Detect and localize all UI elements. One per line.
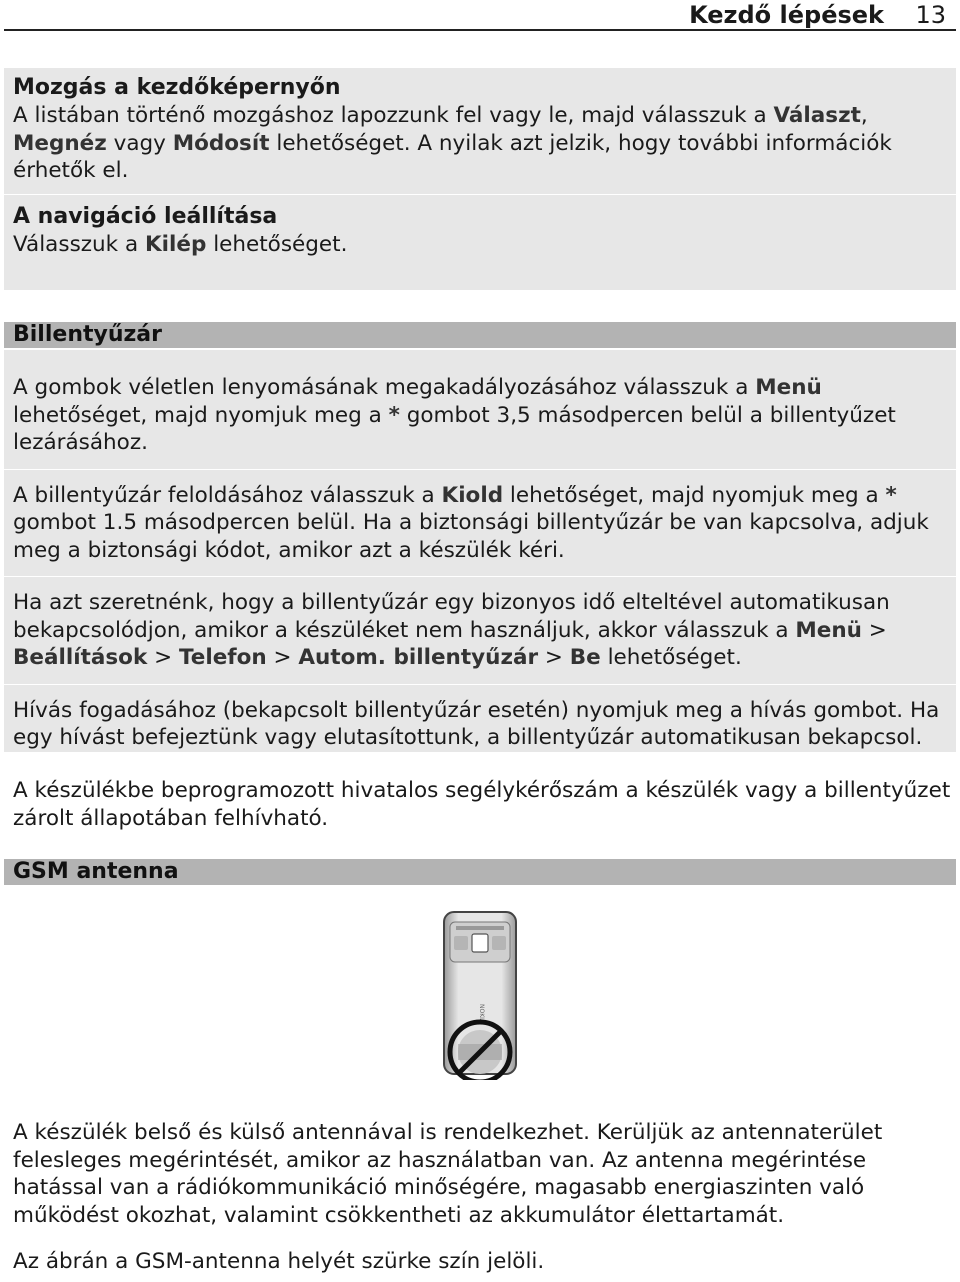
page-number: 13	[915, 1, 946, 29]
option-kilep: Kilép	[144, 231, 207, 257]
phone-brand-label: NOKIA	[478, 1004, 485, 1024]
phone-side-keys-left	[454, 936, 468, 950]
phone-antenna-illustration	[436, 908, 526, 1080]
stop-heading: A navigáció leállítása	[13, 203, 278, 229]
page-header	[0, 0, 960, 30]
gsm-paragraph-1: A készülék belső és külső antennával is rendelkezhet. Kerüljük az antennaterület felesleges megérintését, amikor az használatban van. Az antenna megérintése hatással van a rádiókommunikáció minőségére, magasabb energiaszinten való működést okozhat, valamint csökkentheti az akkumulátor élettartamát.	[13, 1120, 883, 1228]
keylock-paragraph-3: Ha azt szeretnénk, hogy a billentyűzár egy bizonyos idő elteltével automatikusan bekapcsolódjon, amikor a készüléket nem használjuk, akkor válasszuk a Menü > Beállítások > Telefon > Autom. billentyűzár > Be lehetőséget.	[13, 590, 890, 670]
move-paragraph: A listában történő mozgáshoz lapozzunk fel vagy le, majd válasszuk a Választ, Megnéz vagy Módosít lehetőséget. A nyilak azt jelzik, hogy további információk érhetők el.	[13, 103, 892, 183]
box-divider	[4, 684, 956, 685]
stop-paragraph: Válasszuk a Kilép lehetőséget.	[13, 231, 348, 257]
option-modosit: Módosít	[172, 130, 270, 156]
chapter-title: Kezdő lépések	[689, 1, 884, 29]
box-divider	[4, 469, 956, 470]
navigation-info-box	[4, 68, 956, 290]
option-valaszt: Választ	[773, 103, 861, 128]
keylock-paragraph-2: A billentyűzár feloldásához válasszuk a Kiold lehetőséget, majd nyomjuk meg a * gombot 1.5 másodpercen belül. Ha a biztonsági billentyűzár be van kapcsolva, adjuk meg a biztonsági kódot, amikor azt a készülék kéri.	[13, 482, 929, 563]
box-divider	[4, 194, 956, 195]
keylock-info-box	[4, 350, 956, 752]
keylock-paragraph-4: Hívás fogadásához (bekapcsolt billentyűzár esetén) nyomjuk meg a hívás gombot. Ha egy hívást befejeztünk vagy elutasítottunk, a billentyűzár automatikusan bekapcsol.	[13, 697, 940, 750]
emergency-note: A készülékbe beprogramozott hivatalos segélykérőszám a készülék vagy a billentyűzet zárolt állapotában felhívható.	[13, 778, 951, 831]
gsm-paragraph-2: Az ábrán a GSM-antenna helyét szürke szín jelöli.	[13, 1249, 545, 1274]
keylock-paragraph-1: A gombok véletlen lenyomásának megakadályozásához válasszuk a Menü lehetőséget, majd nyomjuk meg a * gombot 3,5 másodpercen belül a billentyűzet lezárásához.	[13, 375, 896, 455]
box-divider	[4, 576, 956, 577]
keylock-heading: Billentyűzár	[4, 322, 956, 348]
gsm-antenna-heading: GSM antenna	[4, 859, 956, 885]
header-divider	[4, 29, 956, 31]
phone-center-key	[472, 934, 488, 952]
phone-top-keys	[456, 926, 504, 930]
option-megnez: Megnéz	[13, 130, 107, 156]
phone-side-keys-right	[492, 936, 506, 950]
move-heading: Mozgás a kezdőképernyőn	[13, 75, 341, 100]
